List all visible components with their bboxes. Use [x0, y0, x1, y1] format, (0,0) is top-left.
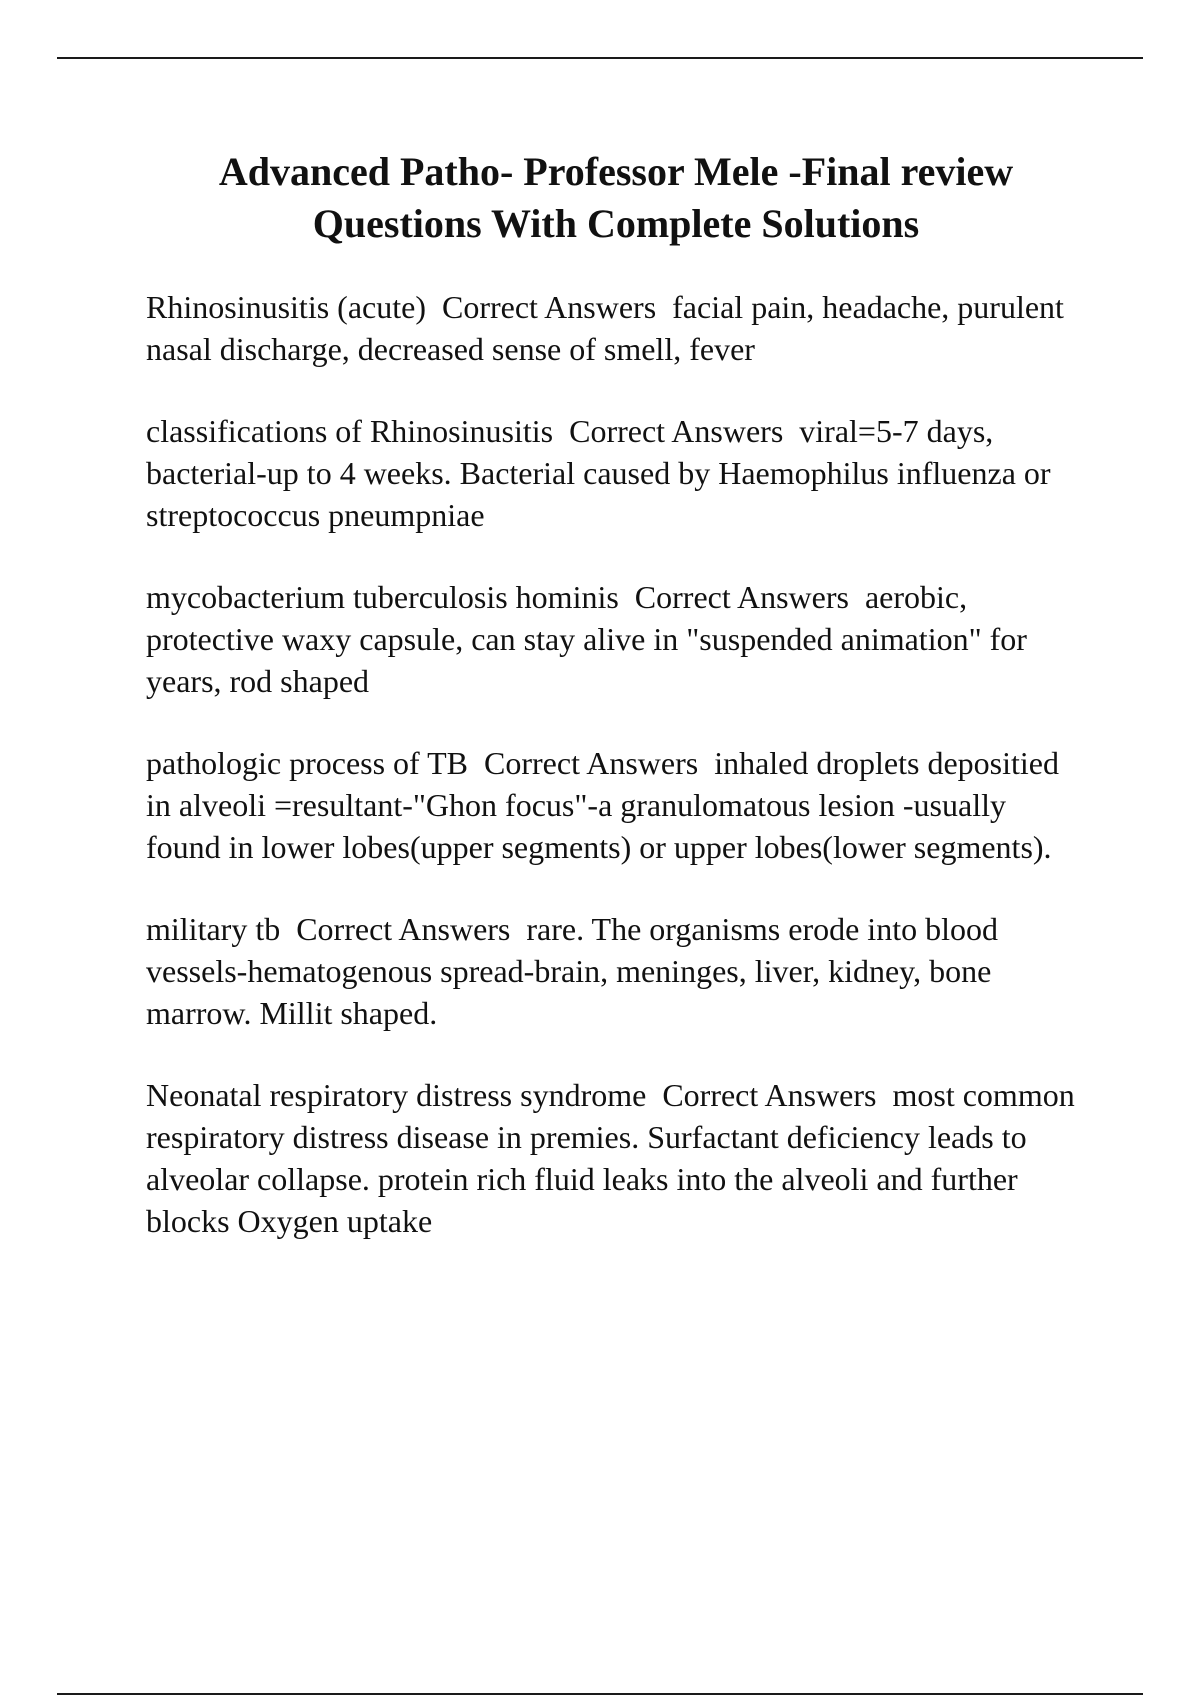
qa-item-5 — [146, 908, 1086, 1034]
bottom-divider — [57, 1693, 1143, 1695]
qa-item-4 — [146, 742, 1086, 868]
document-body — [146, 146, 1086, 1282]
answer-text: most common respiratory distress disease in premies. Surfactant deficiency leads to alveolar collapse. protein rich fluid leaks into the alveoli and further blocks Oxygen uptake — [146, 1077, 1075, 1239]
document-title: Advanced Patho- Professor Mele -Final review Questions With Complete Solutions — [218, 149, 1014, 246]
question-text: Neonatal respiratory distress syndrome — [146, 1077, 647, 1113]
answer-label: Correct Answers — [296, 911, 511, 947]
question-text: Rhinosinusitis (acute) — [146, 289, 426, 325]
answer-text: aerobic, protective waxy capsule, can stay alive in "suspended animation" for years, rod shaped — [146, 579, 1027, 699]
answer-label: Correct Answers — [662, 1077, 877, 1113]
answer-label: Correct Answers — [634, 579, 849, 615]
question-text: mycobacterium tuberculosis hominis — [146, 579, 619, 615]
qa-item-2 — [146, 410, 1086, 536]
answer-label: Correct Answers — [569, 413, 784, 449]
answer-label: Correct Answers — [441, 289, 657, 325]
top-divider — [57, 57, 1143, 59]
answer-text: inhaled droplets depositied in alveoli =resultant-"Ghon focus"-a granulomatous lesion -usually found in lower lobes(upper segments) or upper lobes(lower segments). — [146, 745, 1059, 865]
qa-item-3 — [146, 576, 1086, 702]
answer-label: Correct Answers — [484, 745, 699, 781]
answer-text: facial pain, headache, purulent nasal discharge, decreased sense of smell, fever — [146, 289, 1064, 367]
question-text: pathologic process of TB — [146, 745, 469, 781]
qa-item-6 — [146, 1074, 1086, 1242]
answer-text: rare. The organisms erode into blood vessels-hematogenous spread-brain, meninges, liver, kidney, bone marrow. Millit shaped. — [146, 911, 998, 1031]
question-text: classifications of Rhinosinusitis — [146, 413, 554, 449]
qa-item-1 — [146, 286, 1086, 370]
question-text: military tb — [146, 911, 281, 947]
answer-text: viral=5-7 days, bacterial-up to 4 weeks. Bacterial caused by Haemophilus influenza or streptococcus pneumpniae — [146, 413, 1051, 533]
